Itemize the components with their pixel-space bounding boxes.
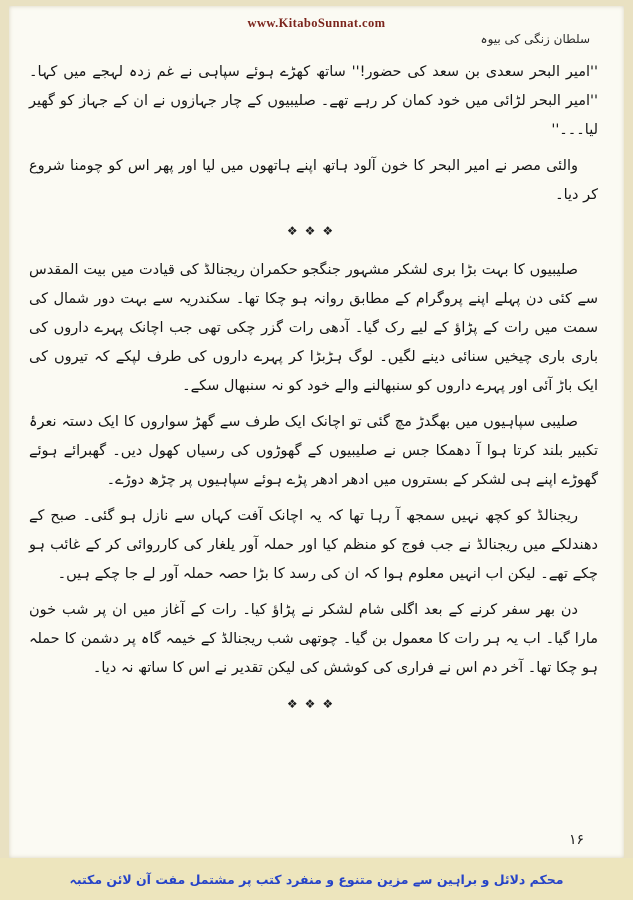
body-paragraph: صلیبی سپاہیوں میں بھگدڑ مچ گئی تو اچانک ایک طرف سے گھڑ سواروں کا ایک دستہ نعرۂ تکبیر بلند کرتا ہوا آ دھمکا جس نے صلیبیوں کے گھوڑوں کی رسیاں کھول دیں۔ گھبرائے ہوئے گھوڑے اپنے ہی لشکر کے بستروں میں ادھر ادھر پڑے ہوئے سپاہیوں پر چڑھ دوڑے۔ [29,414,598,488]
page-body-text [29,58,598,729]
body-paragraph: صلیبیوں کا بہت بڑا بری لشکر مشہور جنگجو حکمران ریجنالڈ کی قیادت میں بیت المقدس سے کئی دن پہلے اپنے پروگرام کے مطابق روانہ ہو چکا تھا۔ سکندریہ سے بہت دور شمال کی سمت میں رات کے پڑاؤ کے لیے رک گیا۔ آدھی رات گزر چکی تھی جب اچانک پہرے داروں کی باری باری چیخیں سنائی دینے لگیں۔ لوگ ہڑبڑا کر پہرے داروں کی طرف لپکے کہ تیروں کی ایک باڑ آئی اور پہرے داروں کو سنبھالنے والے خود کو نہ سنبھال سکے۔ [29,262,598,394]
body-paragraph: دن بھر سفر کرنے کے بعد اگلی شام لشکر نے پڑاؤ کیا۔ رات کے آغاز میں ان پر شب خون مارا گیا۔ اب یہ ہر رات کا معمول بن گیا۔ چوتھی شب ریجنالڈ کے خیمہ گاہ پر دشمن کا حملہ ہو چکا تھا۔ آخر دم اس نے فراری کی کوشش کی لیکن تقدیر نے اس کا ساتھ نہ دیا۔ [29,602,598,676]
body-paragraph: ریجنالڈ کو کچھ نہیں سمجھ آ رہا تھا کہ یہ اچانک آفت کہاں سے نازل ہو گئی۔ صبح کے دھندلکے میں ریجنالڈ نے جب فوج کو منظم کیا اور حملہ آور یلغار کی کارروائی کر کے غائب ہو چکے تھے۔ لیکن اب انہیں معلوم ہوا کہ ان کی رسد کا بڑا حصہ حملہ آور لے جا چکے ہیں۔ [29,508,598,582]
page-number: ۱۶ [568,832,584,848]
watermark-url: www.KitaboSunnat.com [247,16,386,30]
body-paragraph: ''امیر البحر سعدی بن سعد کی حضور!'' ساتھ کھڑے ہوئے سپاہی نے غم زدہ لہجے میں کہا۔ ''امیر البحر لڑائی میں خود کمان کر رہے تھے۔ صلیبیوں کے چار جہازوں نے ان کے جہاز کو گھیر لیا۔۔۔'' [29,64,598,138]
section-divider-ornament: ❖❖❖ [286,224,341,238]
section-divider-ornament: ❖❖❖ [286,697,341,711]
book-page [9,6,624,858]
footer-tagline: محکم دلائل و براہین سے مزین متنوع و منفرد کتب پر مشتمل مفت آن لائن مکتبہ [69,871,564,887]
running-header-title: سلطان زنگی کی بیوہ [480,32,590,46]
body-paragraph: والئی مصر نے امیر البحر کا خون آلود ہاتھ اپنے ہاتھوں میں لیا اور پھر اس کو چومنا شروع کر دیا۔ [29,158,598,203]
footer-strip [0,858,633,900]
